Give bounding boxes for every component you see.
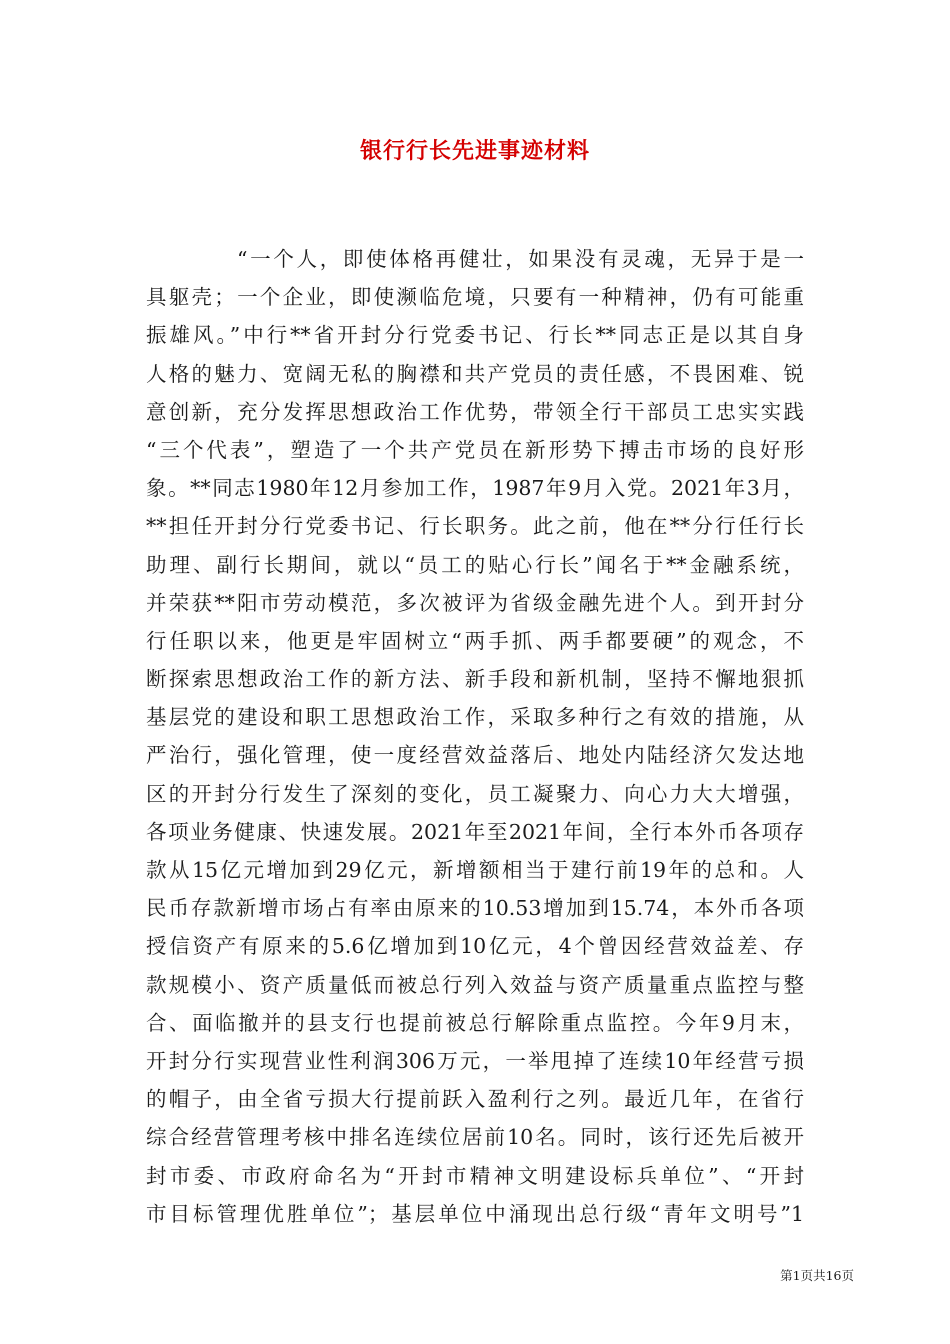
paragraph-line: 综合经营管理考核中排名连续位居前10名。同时，该行还先后被开 — [146, 1125, 804, 1150]
document-title: 银行行长先进事迹材料 — [359, 138, 590, 164]
paragraph-line: 市目标管理优胜单位”；基层单位中涌现出总行级“青年文明号”1 — [146, 1201, 804, 1226]
paragraph-line: “一个人，即使体格再健壮，如果没有灵魂，无异于是一 — [237, 247, 804, 271]
paragraph-line: “三个代表”，塑造了一个共产党员在新形势下搏击市场的良好形 — [146, 437, 804, 462]
paragraph-line: 区的开封分行发生了深刻的变化，员工凝聚力、向心力大大增强， — [146, 781, 804, 806]
body-paragraph — [146, 240, 804, 1233]
paragraph-line: 象。**同志1980年12月参加工作，1987年9月入党。2021年3月， — [146, 476, 804, 501]
paragraph-line: 款规模小、资产质量低而被总行列入效益与资产质量重点监控与整 — [146, 972, 804, 997]
paragraph-line: **担任开封分行党委书记、行长职务。此之前，他在**分行任行长 — [146, 514, 804, 539]
paragraph-line: 各项业务健康、快速发展。2021年至2021年间，全行本外币各项存 — [146, 819, 804, 844]
paragraph-line: 振雄风。”中行**省开封分行党委书记、行长**同志正是以其自身 — [146, 323, 804, 348]
paragraph-line: 严治行，强化管理，使一度经营效益落后、地处内陆经济欠发达地 — [146, 743, 804, 768]
paragraph-line: 断探索思想政治工作的新方法、新手段和新机制，坚持不懈地狠抓 — [146, 667, 804, 692]
paragraph-line: 并荣获**阳市劳动模范，多次被评为省级金融先进个人。到开封分 — [146, 590, 804, 615]
paragraph-line: 具躯壳；一个企业，即使濒临危境，只要有一种精神，仍有可能重 — [146, 285, 804, 310]
paragraph-line: 行任职以来，他更是牢固树立“两手抓、两手都要硬”的观念，不 — [146, 628, 804, 653]
paragraph-line: 款从15亿元增加到29亿元，新增额相当于建行前19年的总和。人 — [146, 858, 804, 882]
paragraph-line: 合、面临撤并的县支行也提前被总行解除重点监控。今年9月末， — [146, 1010, 804, 1035]
paragraph-line: 人格的魅力、宽阔无私的胸襟和共产党员的责任感，不畏困难、锐 — [146, 361, 804, 386]
paragraph-line: 封市委、市政府命名为“开封市精神文明建设标兵单位”、“开封 — [146, 1163, 804, 1188]
paragraph-line: 助理、副行长期间，就以“员工的贴心行长”闻名于**金融系统， — [146, 552, 804, 577]
paragraph-line: 意创新，充分发挥思想政治工作优势，带领全行干部员工忠实实践 — [146, 399, 804, 424]
paragraph-line: 授信资产有原来的5.6亿增加到10亿元，4个曾因经营效益差、存 — [146, 934, 804, 959]
paragraph-line: 开封分行实现营业性利润306万元，一举甩掉了连续10年经营亏损 — [146, 1048, 804, 1073]
paragraph-line: 基层党的建设和职工思想政治工作，采取多种行之有效的措施，从 — [146, 705, 804, 730]
paragraph-line: 民币存款新增市场占有率由原来的10.53增加到15.74，本外币各项 — [146, 896, 804, 921]
page-number: 第1页共16页 — [780, 1268, 854, 1283]
paragraph-line: 的帽子，由全省亏损大行提前跃入盈利行之列。最近几年，在省行 — [146, 1087, 804, 1112]
